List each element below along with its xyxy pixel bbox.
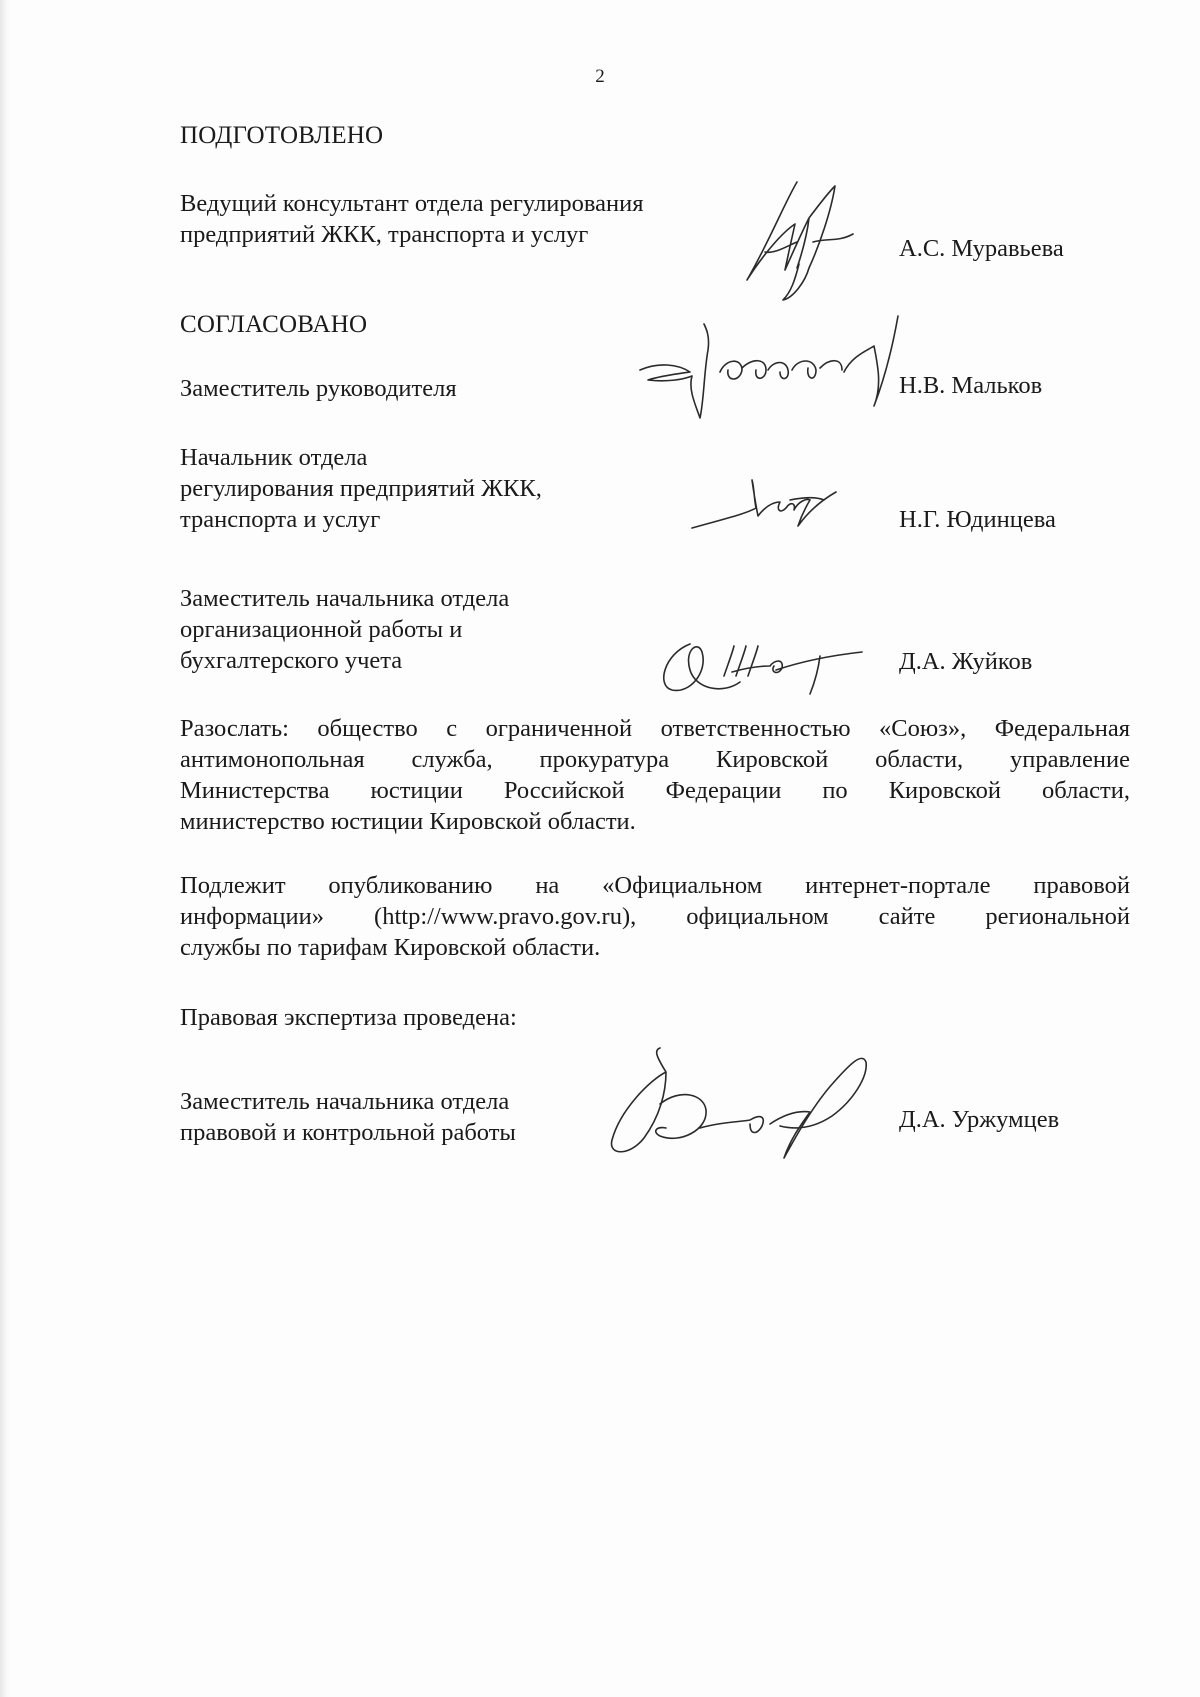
position-line: Заместитель начальника отдела (180, 1088, 510, 1115)
prepared-position (180, 188, 644, 250)
agreed-position-3 (180, 583, 509, 676)
paragraph-line: Подлежит опубликованию на «Официальном интернет-портале правовой (180, 872, 1130, 899)
paragraph-line: информации» (http://www.pravo.gov.ru), официальном сайте региональной (180, 903, 1130, 930)
paragraph-line: Министерства юстиции Российской Федерации по Кировской области, (180, 777, 1130, 804)
position-line: организационной работы и (180, 616, 463, 643)
agreed-name-2: Н.Г. Юдинцева (899, 506, 1056, 533)
paragraph-line: Разослать: общество с ограниченной ответственностью «Союз», Федеральная (180, 715, 1130, 742)
signature-urzhumtsev (600, 1040, 910, 1170)
position-line: предприятий ЖКК, транспорта и услуг (180, 221, 589, 248)
paragraph-line: министерство юстиции Кировской области. (180, 808, 636, 835)
publication-paragraph (180, 870, 1130, 963)
position-line: Заместитель начальника отдела (180, 585, 510, 612)
signature-malkov (630, 310, 910, 430)
paragraph-line: антимонопольная служба, прокуратура Кировской области, управление (180, 746, 1130, 773)
position-line: правовой и контрольной работы (180, 1119, 516, 1146)
legal-review-position (180, 1086, 516, 1148)
paragraph-line: службы по тарифам Кировской области. (180, 934, 601, 961)
agreed-name-1: Н.В. Мальков (899, 372, 1043, 399)
prepared-name: А.С. Муравьева (899, 235, 1064, 262)
page-number: 2 (595, 66, 605, 87)
prepared-heading: ПОДГОТОВЛЕНО (180, 122, 384, 149)
position-line: бухгалтерского учета (180, 647, 403, 674)
agreed-position-1 (180, 373, 457, 404)
agreed-position-2 (180, 442, 542, 535)
signature-zhuikov (650, 632, 870, 702)
legal-review-statement: Правовая экспертиза проведена: (180, 1004, 517, 1031)
position-line: Ведущий консультант отдела регулирования (180, 190, 644, 217)
position-line: транспорта и услуг (180, 506, 381, 533)
distribution-paragraph (180, 713, 1130, 837)
position-line: регулирования предприятий ЖКК, (180, 475, 542, 502)
agreed-heading: СОГЛАСОВАНО (180, 311, 368, 338)
legal-review-name: Д.А. Уржумцев (899, 1106, 1060, 1133)
signature-muravyeva (735, 172, 875, 307)
agreed-name-3: Д.А. Жуйков (899, 648, 1033, 675)
scan-edge (0, 0, 10, 1697)
signature-yudintseva (690, 470, 840, 540)
position-line: Заместитель руководителя (180, 375, 457, 402)
position-line: Начальник отдела (180, 444, 368, 471)
